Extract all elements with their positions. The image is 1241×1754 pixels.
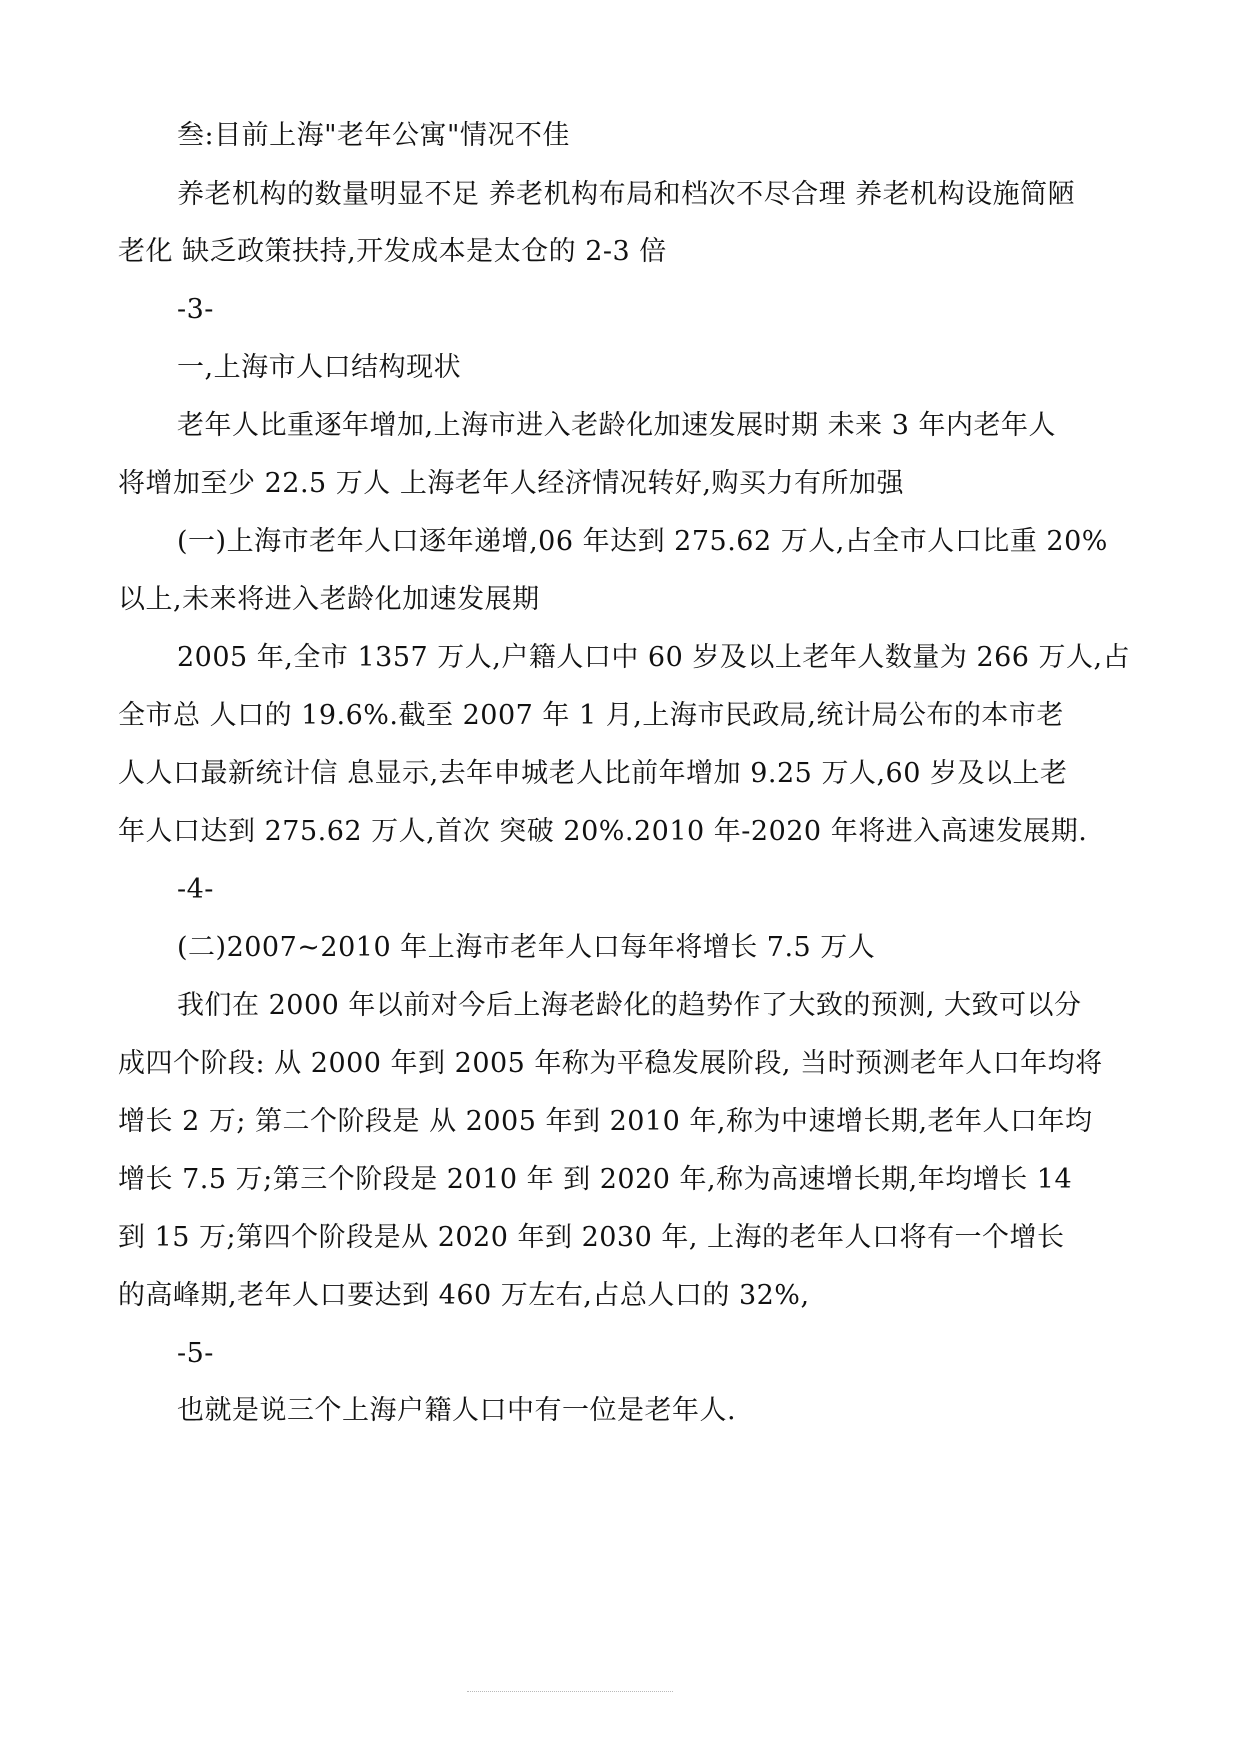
paragraph-line: 人人口最新统计信 息显示,去年申城老人比前年增加 9.25 万人,60 岁及以上老 [118, 758, 1068, 789]
subsection-heading: (二)2007~2010 年上海市老年人口每年将增长 7.5 万人 [177, 932, 876, 963]
page-number: -5- [177, 1338, 214, 1369]
paragraph-line: 全市总 人口的 19.6%.截至 2007 年 1 月,上海市民政局,统计局公布的本市老 [118, 700, 1064, 731]
section-heading: 一,上海市人口结构现状 [177, 352, 462, 383]
subsection-heading: (一)上海市老年人口逐年递增,06 年达到 275.62 万人,占全市人口比重 20% [177, 526, 1108, 557]
paragraph-line: 增长 7.5 万;第三个阶段是 2010 年 到 2020 年,称为高速增长期,年均增长 14 [118, 1164, 1073, 1195]
footer-rule [467, 1691, 673, 1692]
section-heading: 叁:目前上海"老年公寓"情况不佳 [177, 120, 570, 151]
paragraph-line: 增长 2 万; 第二个阶段是 从 2005 年到 2010 年,称为中速增长期,老年人口年均 [118, 1106, 1093, 1137]
page-number: -3- [177, 294, 214, 325]
paragraph-line: 也就是说三个上海户籍人口中有一位是老年人. [177, 1395, 737, 1426]
paragraph-line: 年人口达到 275.62 万人,首次 突破 20%.2010 年-2020 年将进入高速发展期. [118, 816, 1088, 847]
paragraph-line: 养老机构的数量明显不足 养老机构布局和档次不尽合理 养老机构设施简陋 [177, 179, 1076, 210]
paragraph-line: 的高峰期,老年人口要达到 460 万左右,占总人口的 32%, [118, 1280, 810, 1311]
page-number: -4- [177, 874, 214, 905]
paragraph-line: 我们在 2000 年以前对今后上海老龄化的趋势作了大致的预测, 大致可以分 [177, 990, 1082, 1021]
paragraph-line: 2005 年,全市 1357 万人,户籍人口中 60 岁及以上老年人数量为 266 万人,占 [177, 642, 1131, 673]
paragraph-line: 到 15 万;第四个阶段是从 2020 年到 2030 年, 上海的老年人口将有一个增长 [118, 1222, 1065, 1253]
paragraph-line: 成四个阶段: 从 2000 年到 2005 年称为平稳发展阶段, 当时预测老年人口年均将 [118, 1048, 1103, 1079]
paragraph-line: 老化 缺乏政策扶持,开发成本是太仓的 2-3 倍 [118, 236, 667, 267]
paragraph-line: 老年人比重逐年增加,上海市进入老龄化加速发展时期 未来 3 年内老年人 [177, 410, 1057, 441]
paragraph-line: 将增加至少 22.5 万人 上海老年人经济情况转好,购买力有所加强 [118, 468, 904, 499]
paragraph-line: 以上,未来将进入老龄化加速发展期 [118, 584, 540, 615]
